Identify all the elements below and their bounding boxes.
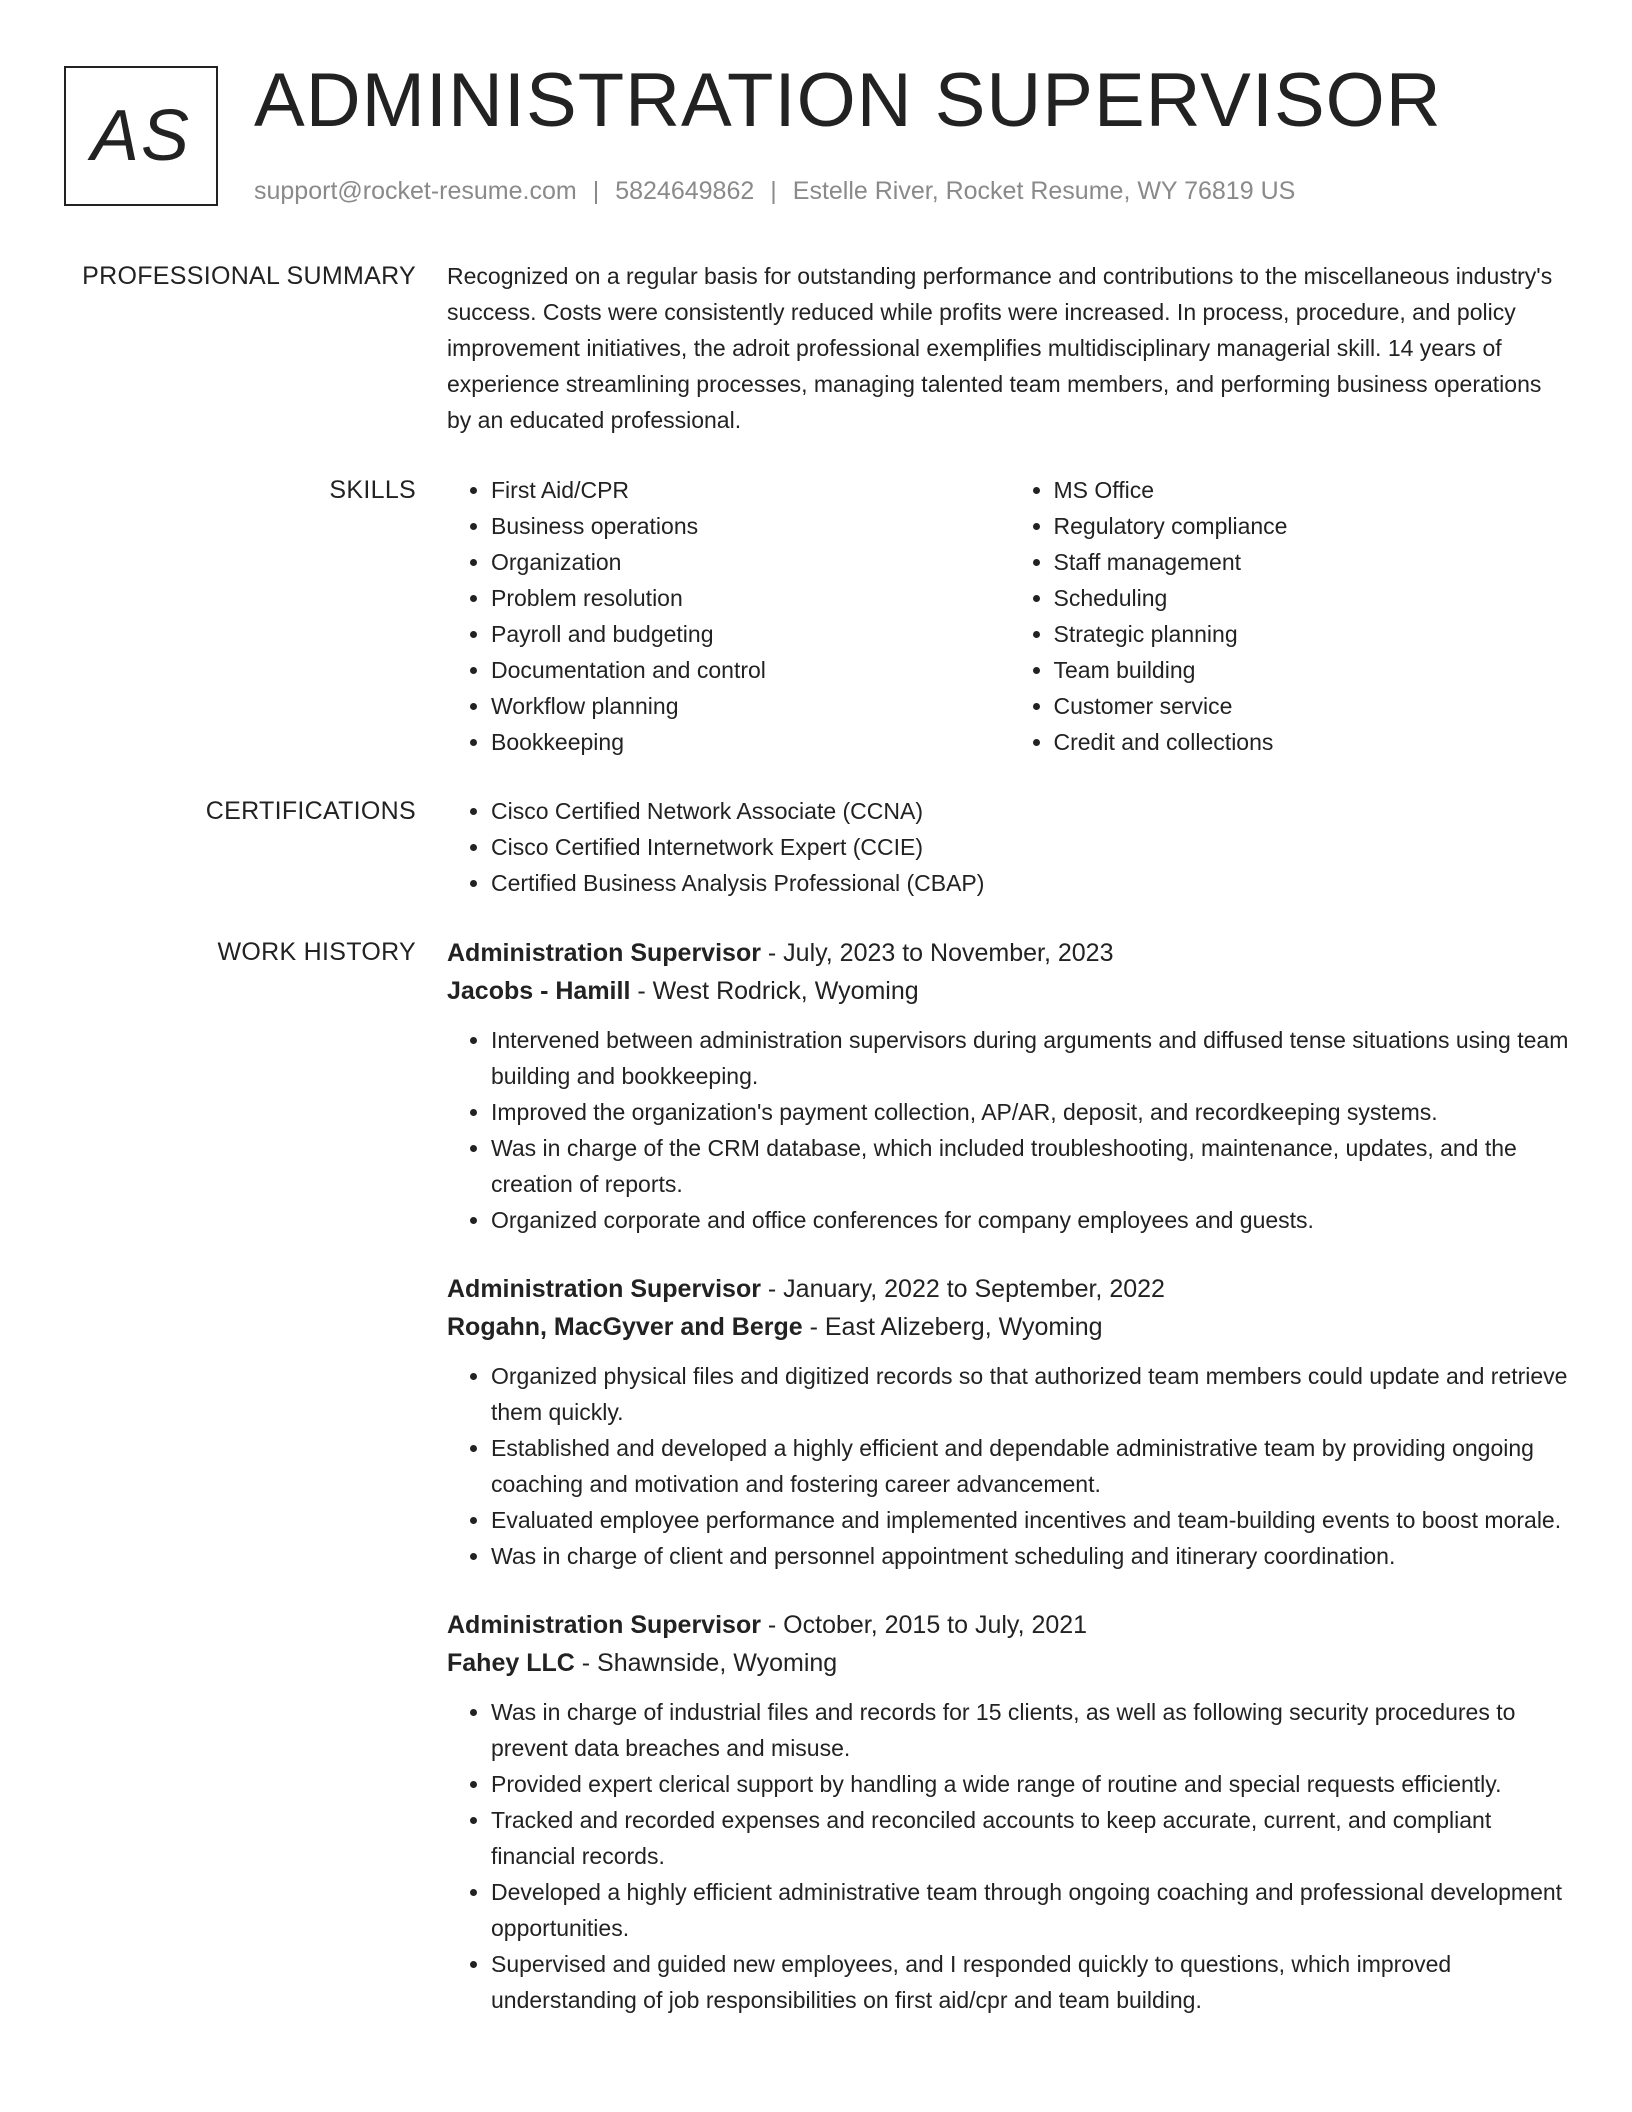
skills-body	[447, 472, 1572, 760]
job-duty: • Improved the organization's payment collection, AP/AR, deposit, and recordkeeping systems.	[491, 1094, 1572, 1130]
skill-item: • First Aid/CPR	[491, 472, 1010, 508]
job-duty: • Tracked and recorded expenses and reconciled accounts to keep accurate, current, and compliant financial records.	[491, 1802, 1572, 1874]
skill-item: • Documentation and control	[491, 652, 1010, 688]
certifications-body	[447, 793, 1572, 901]
address-text: Estelle River, Rocket Resume, WY 76819 US	[792, 177, 1296, 205]
section-label-work-history: WORK HISTORY	[217, 938, 416, 966]
certification-item: • Cisco Certified Internetwork Expert (CCIE)	[491, 829, 1572, 865]
section-label-summary: PROFESSIONAL SUMMARY	[82, 262, 416, 290]
email-text: support@rocket-resume.com	[254, 177, 577, 205]
summary-body	[447, 258, 1572, 438]
skills-list-right	[1010, 472, 1573, 760]
job-duties	[447, 1358, 1572, 1574]
skill-item: • Staff management	[1054, 544, 1573, 580]
job-title: Administration Supervisor	[447, 1611, 761, 1639]
job-duty: • Intervened between administration supervisors during arguments and diffused tense situations using team building and bookkeeping.	[491, 1022, 1572, 1094]
certifications-list	[447, 793, 1572, 901]
job-duty: • Provided expert clerical support by handling a wide range of routine and special requests efficiently.	[491, 1766, 1572, 1802]
job-duties	[447, 1694, 1572, 2018]
job-title-line	[447, 934, 1572, 972]
job-company: Jacobs - Hamill	[447, 977, 631, 1005]
skill-item: • Bookkeeping	[491, 724, 1010, 760]
skill-item: • Credit and collections	[1054, 724, 1573, 760]
job-duty: • Was in charge of the CRM database, which included troubleshooting, maintenance, updates, and the creation of reports.	[491, 1130, 1572, 1202]
job-duties	[447, 1022, 1572, 1238]
job-duty: • Supervised and guided new employees, and I responded quickly to questions, which improved understanding of job responsibilities on first aid/cpr and team building.	[491, 1946, 1572, 2018]
certification-item: • Cisco Certified Network Associate (CCNA)	[491, 793, 1572, 829]
skill-item: • MS Office	[1054, 472, 1573, 508]
job-duty: • Organized physical files and digitized records so that authorized team members could update and retrieve them quickly.	[491, 1358, 1572, 1430]
skill-item: • Scheduling	[1054, 580, 1573, 616]
job-dates: - January, 2022 to September, 2022	[767, 1275, 1165, 1303]
job-duty: • Developed a highly efficient administrative team through ongoing coaching and professional development opportunities.	[491, 1874, 1572, 1946]
contact-separator: |	[592, 177, 600, 205]
job-duty: • Organized corporate and office conferences for company employees and guests.	[491, 1202, 1572, 1238]
job-company: Rogahn, MacGyver and Berge	[447, 1313, 803, 1341]
contact-line	[254, 174, 1295, 208]
job-dates: - July, 2023 to November, 2023	[767, 939, 1114, 967]
job-duty: • Was in charge of client and personnel appointment scheduling and itinerary coordination.	[491, 1538, 1572, 1574]
skill-item: • Problem resolution	[491, 580, 1010, 616]
job-title: Administration Supervisor	[447, 939, 761, 967]
skill-item: • Team building	[1054, 652, 1573, 688]
job-duty: • Established and developed a highly efficient and dependable administrative team by providing ongoing coaching and motivation and fostering career advancement.	[491, 1430, 1572, 1502]
job-company: Fahey LLC	[447, 1649, 575, 1677]
section-label-certifications: CERTIFICATIONS	[205, 797, 416, 825]
job-company-line	[447, 972, 1572, 1010]
skill-item: • Customer service	[1054, 688, 1573, 724]
job-location: - Shawnside, Wyoming	[581, 1649, 838, 1677]
skill-item: • Payroll and budgeting	[491, 616, 1010, 652]
job-company-line	[447, 1308, 1572, 1346]
contact-separator: |	[770, 177, 777, 205]
section-label-skills: SKILLS	[329, 476, 416, 504]
skill-item: • Regulatory compliance	[1054, 508, 1573, 544]
skill-item: • Strategic planning	[1054, 616, 1573, 652]
job-dates: - October, 2015 to July, 2021	[767, 1611, 1088, 1639]
monogram-logo: AS	[64, 66, 218, 206]
phone-text: 5824649862	[615, 177, 755, 205]
job-location: - West Rodrick, Wyoming	[637, 977, 919, 1005]
job-entry	[447, 1606, 1572, 2018]
job-location: - East Alizeberg, Wyoming	[809, 1313, 1103, 1341]
summary-text: Recognized on a regular basis for outstanding performance and contributions to the miscellaneous industry's success. Costs were consistently reduced while profits were increased. In process, procedure, and policy improvement initiatives, the adroit professional exemplifies multidisciplinary managerial skill. 14 years of experience streamlining processes, managing talented team members, and performing business operations by an educated professional.	[447, 263, 1553, 433]
job-company-line	[447, 1644, 1572, 1682]
page-title: ADMINISTRATION SUPERVISOR	[254, 58, 1442, 143]
job-title-line	[447, 1606, 1572, 1644]
job-duty: • Was in charge of industrial files and records for 15 clients, as well as following security procedures to prevent data breaches and misuse.	[491, 1694, 1572, 1766]
skills-list-left	[447, 472, 1010, 760]
skill-item: • Workflow planning	[491, 688, 1010, 724]
job-title: Administration Supervisor	[447, 1275, 761, 1303]
job-duty: • Evaluated employee performance and implemented incentives and team-building events to boost morale.	[491, 1502, 1572, 1538]
skill-item: • Business operations	[491, 508, 1010, 544]
work-history-body	[447, 934, 1572, 2050]
job-entry	[447, 934, 1572, 1238]
certification-item: • Certified Business Analysis Professional (CBAP)	[491, 865, 1572, 901]
job-title-line	[447, 1270, 1572, 1308]
skill-item: • Organization	[491, 544, 1010, 580]
job-entry	[447, 1270, 1572, 1574]
